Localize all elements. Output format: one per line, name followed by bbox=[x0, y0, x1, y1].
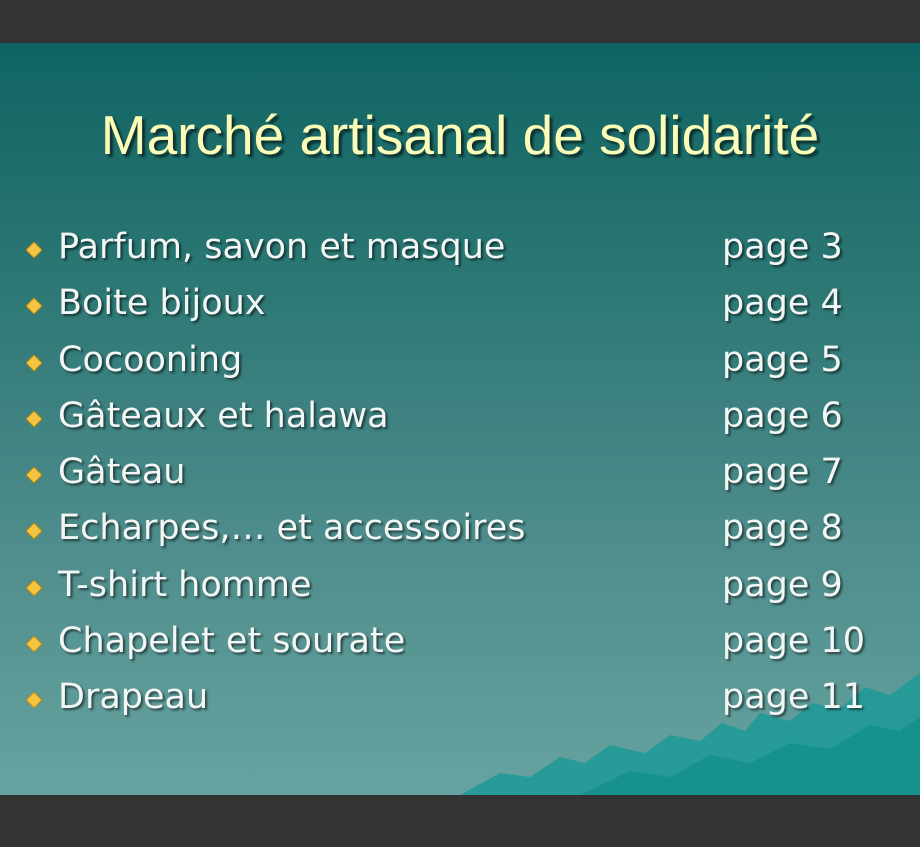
diamond-bullet-icon bbox=[26, 242, 42, 258]
item-page: page 11 bbox=[722, 677, 866, 718]
item-label: Cocooning bbox=[58, 339, 243, 380]
item-page: page 3 bbox=[722, 227, 843, 267]
item-label: Parfum, savon et masque bbox=[58, 227, 506, 267]
list-item bbox=[22, 452, 912, 508]
list-item bbox=[22, 396, 912, 452]
item-label: Gâteaux et halawa bbox=[58, 395, 389, 436]
diamond-bullet-icon bbox=[26, 523, 42, 539]
item-page: page 10 bbox=[722, 621, 866, 662]
item-page: page 4 bbox=[722, 283, 843, 324]
item-page: page 8 bbox=[722, 508, 843, 549]
item-label: T-shirt homme bbox=[58, 564, 312, 605]
item-page: page 9 bbox=[722, 564, 843, 605]
item-page: page 6 bbox=[722, 395, 843, 436]
slide bbox=[0, 43, 920, 795]
diamond-bullet-icon bbox=[26, 692, 42, 708]
item-label: Drapeau bbox=[58, 677, 209, 718]
diamond-bullet-icon bbox=[26, 636, 42, 652]
list-item bbox=[22, 677, 912, 733]
diamond-bullet-icon bbox=[26, 580, 42, 596]
list-item bbox=[22, 565, 912, 621]
list-item bbox=[22, 340, 912, 396]
item-page: page 5 bbox=[722, 339, 843, 380]
item-label: Chapelet et sourate bbox=[58, 621, 406, 662]
diamond-bullet-icon bbox=[26, 298, 42, 314]
item-page: page 7 bbox=[722, 452, 843, 493]
diamond-bullet-icon bbox=[26, 411, 42, 427]
item-label: Gâteau bbox=[58, 452, 186, 493]
list-item bbox=[22, 621, 912, 677]
table-of-contents bbox=[22, 227, 912, 734]
list-item bbox=[22, 508, 912, 564]
item-label: Echarpes,… et accessoires bbox=[58, 508, 526, 549]
diamond-bullet-icon bbox=[26, 355, 42, 371]
diamond-bullet-icon bbox=[26, 467, 42, 483]
slide-title: Marché artisanal de solidarité bbox=[100, 104, 820, 166]
list-item bbox=[22, 283, 912, 339]
list-item bbox=[22, 227, 912, 283]
item-label: Boite bijoux bbox=[58, 283, 266, 324]
